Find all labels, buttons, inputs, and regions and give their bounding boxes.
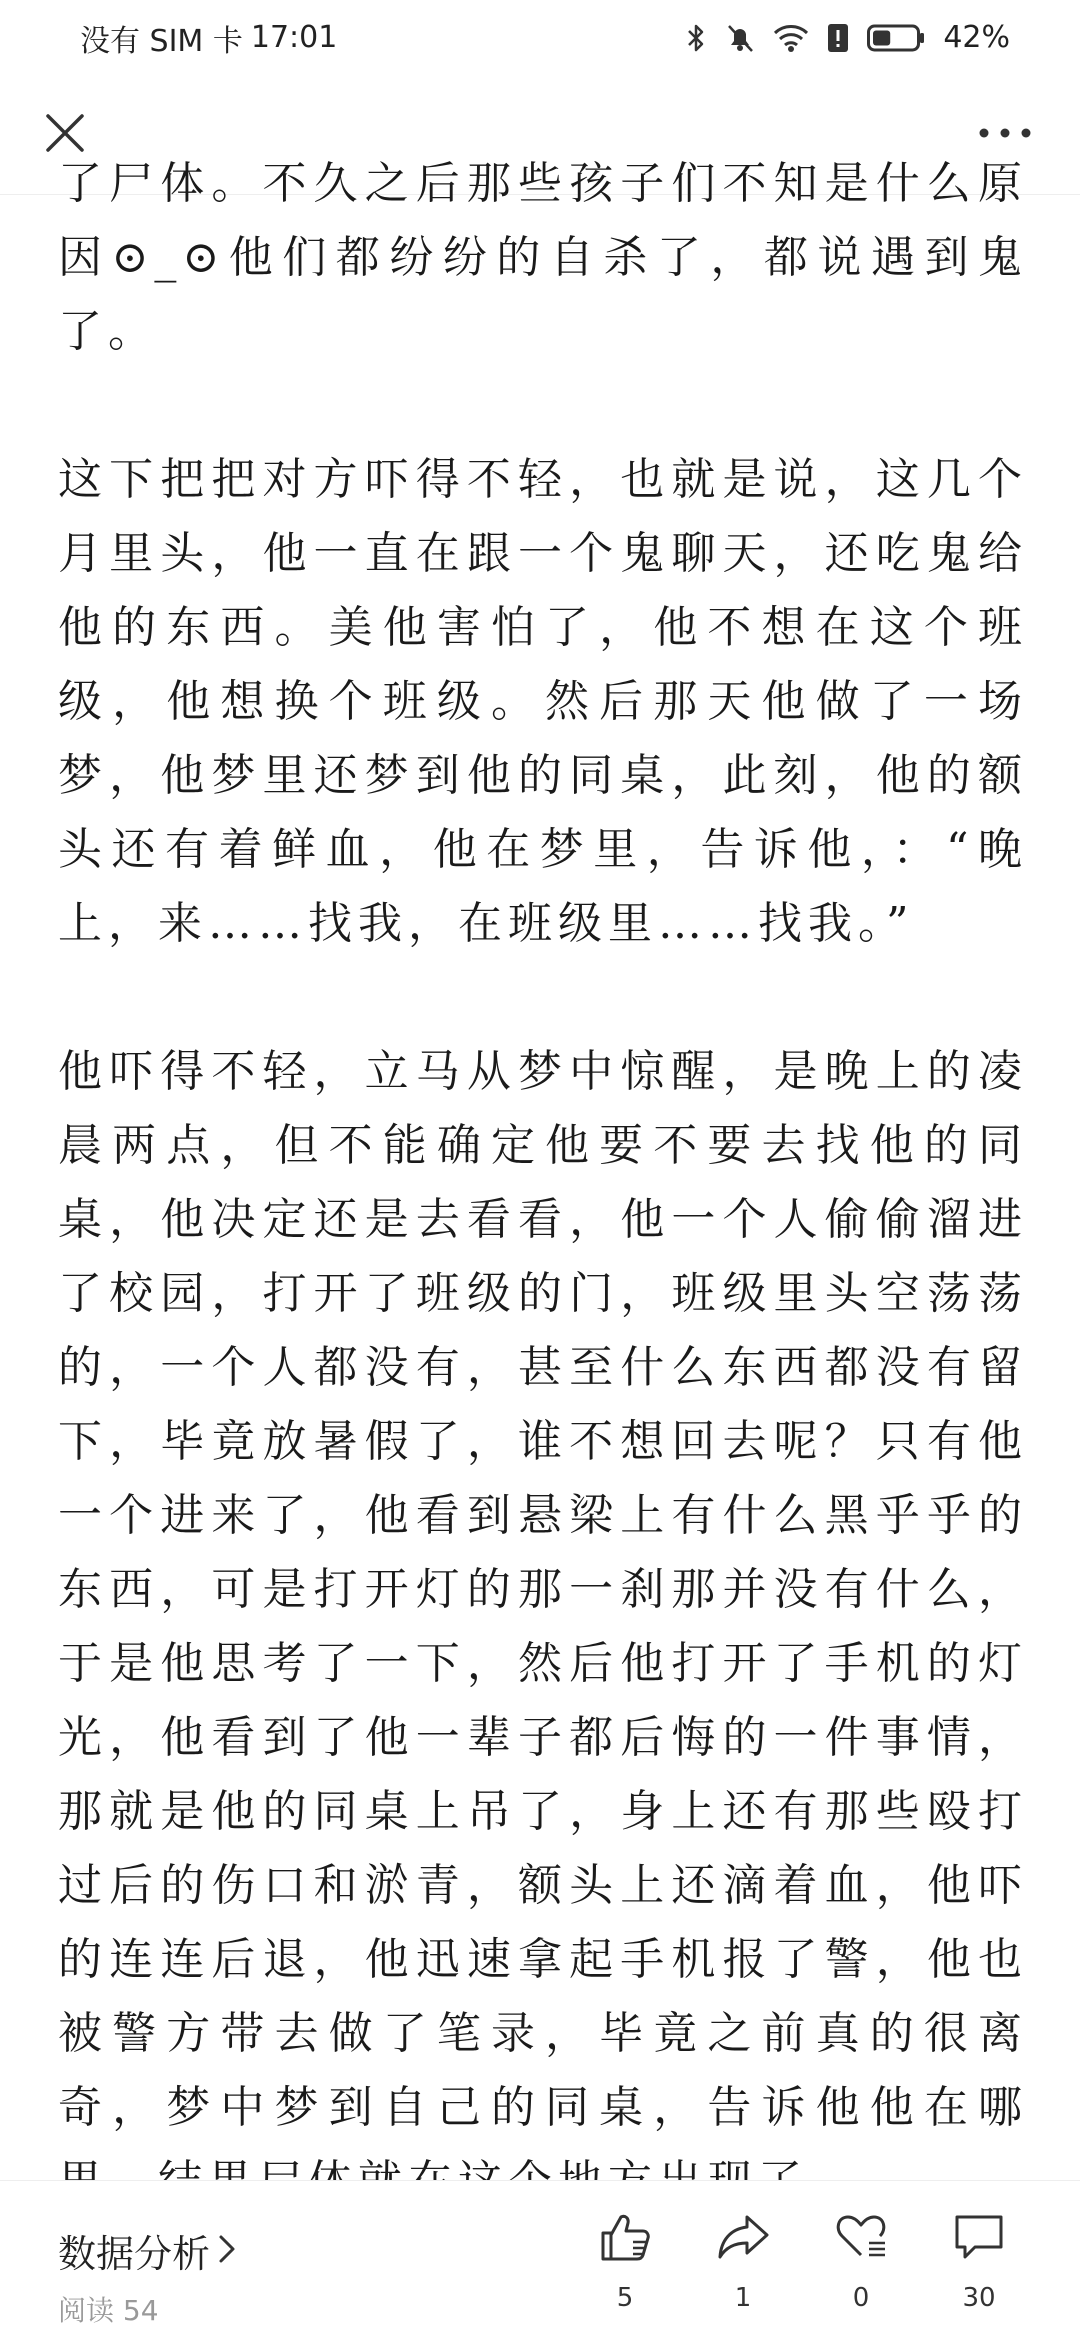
read-count: 阅读 54 [58, 2294, 159, 2327]
wifi-icon [773, 23, 809, 53]
comment-button[interactable] [924, 2209, 1034, 2313]
status-bar [0, 0, 1080, 75]
article-paragraph: 这下把把对方吓得不轻，也就是说，这几个月里头，他一直在跟一个鬼聊天，还吃鬼给他的东西。美他害怕了，他不想在这个班级，他想换个班级。然后那天他做了一场梦，他梦里还梦到他的同桌，此刻，他的额头还有着鲜血，他在梦里，告诉他，：“晚上，来……找我，在班级里……找我。” [58, 454, 1028, 949]
category-label: 数据分析 [58, 2232, 211, 2276]
bottom-bar [0, 2180, 1080, 2340]
heart-list-icon [833, 2209, 889, 2269]
like-count: 5 [616, 2283, 634, 2313]
bluetooth-icon [685, 22, 707, 54]
carrier-text: 没有 SIM 卡 [80, 23, 243, 59]
comment-icon [951, 2209, 1007, 2269]
status-left [80, 16, 337, 60]
thumbs-up-icon [597, 2209, 653, 2269]
status-right [685, 20, 1010, 55]
battery-icon [867, 23, 925, 53]
battery-percent: 42% [943, 20, 1010, 55]
article-paragraph: 他吓得不轻，立马从梦中惊醒，是晚上的凌晨两点，但不能确定他要不要去找他的同桌，他决定还是去看看，他一个人偷偷溜进了校园，打开了班级的门，班级里头空荡荡的，一个人都没有，甚至什么东西都没有留下，毕竟放暑假了，谁不想回去呢？只有他一个进来了，他看到悬梁上有什么黑乎乎的东西，可是打开灯的那一刹那并没有什么，于是他思考了一下，然后他打开了手机的灯光，他看到了他一辈子都后悔的一件事情，那就是他的同桌上吊了，身上还有那些殴打过后的伤口和淤青，额头上还滴着血，他吓的连连后退，他迅速拿起手机报了警，他也被警方带去做了笔录，毕竟之前真的很离奇，梦中梦到自己的同桌，告诉他他在哪 [58, 1046, 1028, 2133]
favorite-count: 0 [852, 2283, 870, 2313]
article-body[interactable] [0, 158, 1080, 2180]
chevron-right-icon [218, 2229, 236, 2273]
share-button[interactable] [688, 2209, 798, 2313]
favorite-button[interactable] [806, 2209, 916, 2313]
category-link[interactable] [58, 2223, 236, 2278]
comment-count: 30 [962, 2283, 996, 2313]
clock: 17:01 [250, 20, 338, 55]
more-icon [977, 125, 1033, 144]
like-button[interactable] [570, 2209, 680, 2313]
share-icon [715, 2209, 771, 2269]
article-content [58, 147, 1028, 2293]
share-count: 1 [734, 2283, 752, 2313]
article-paragraph: 了尸体。不久之后那些孩子们不知是什么原因⊙_⊙他们都纷纷的自杀了，都说遇到鬼了。 [58, 158, 1028, 357]
sim-alert-icon [827, 22, 849, 54]
mute-icon [725, 22, 755, 54]
